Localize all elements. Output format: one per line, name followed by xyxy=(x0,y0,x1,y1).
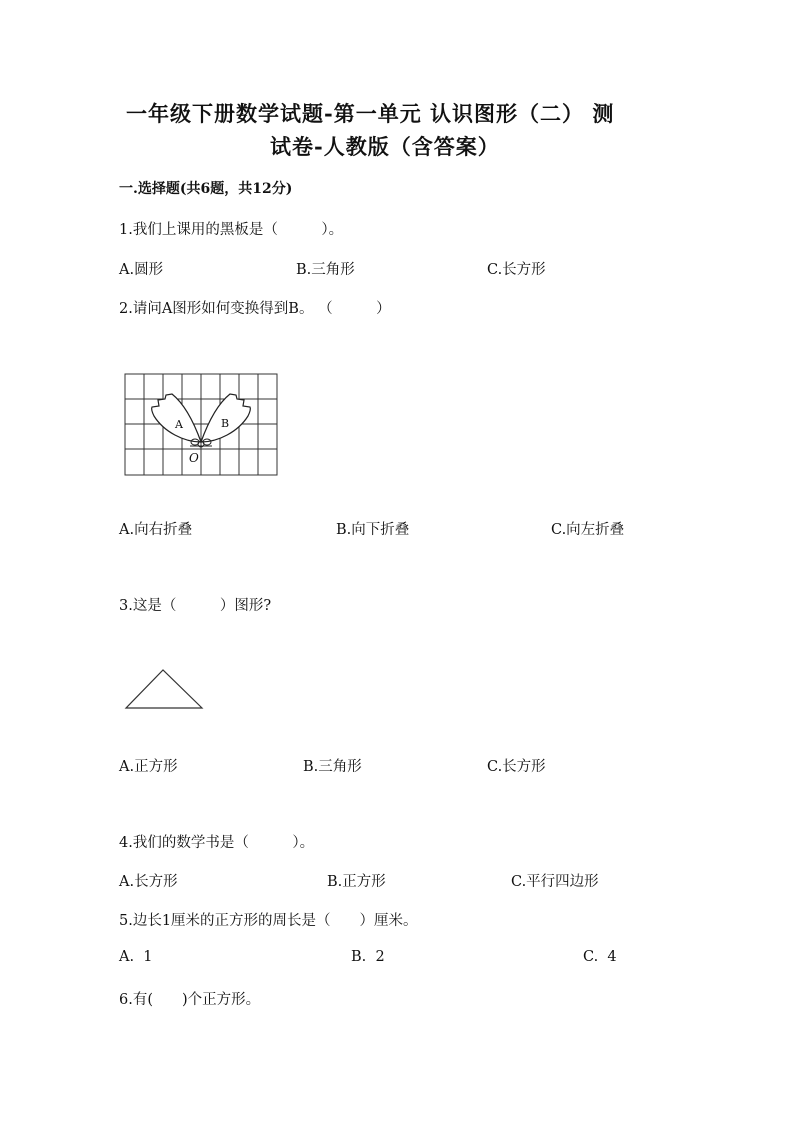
question-3-option-b[interactable]: B.三角形 xyxy=(303,759,362,775)
question-6-stem: 6.有( )个正方形。 xyxy=(119,992,261,1008)
page-title-line1: 一年级下册数学试题-第一单元 认识图形（二） 测 xyxy=(126,101,615,126)
question-3-option-c[interactable]: C.长方形 xyxy=(487,759,546,775)
question-2-option-c[interactable]: C.向左折叠 xyxy=(551,522,625,538)
question-5-stem: 5.边长1厘米的正方形的周长是（ ）厘米。 xyxy=(119,913,418,929)
question-2-grid-figure xyxy=(122,372,280,478)
figure-label-o: O xyxy=(189,451,199,465)
question-4-option-c[interactable]: C.平行四边形 xyxy=(511,874,599,890)
section-heading: 一.选择题(共6题，共12分) xyxy=(119,181,293,197)
question-5-option-c[interactable]: C. 4 xyxy=(583,949,617,965)
question-3-option-a[interactable]: A.正方形 xyxy=(119,759,178,775)
figure-label-a: A xyxy=(175,418,183,431)
question-4-option-b[interactable]: B.正方形 xyxy=(327,874,386,890)
page-title-line2: 试卷-人教版（含答案） xyxy=(270,134,500,159)
question-5-option-a[interactable]: A. 1 xyxy=(119,949,153,965)
question-3-triangle-figure xyxy=(122,665,208,713)
question-4-stem: 4.我们的数学书是（ ）。 xyxy=(119,835,315,851)
question-2-option-a[interactable]: A.向右折叠 xyxy=(119,522,193,538)
question-1-option-b[interactable]: B.三角形 xyxy=(296,262,355,278)
question-1-stem: 1.我们上课用的黑板是（ ）。 xyxy=(119,222,344,238)
question-5-option-b[interactable]: B. 2 xyxy=(351,949,385,965)
question-1-option-a[interactable]: A.圆形 xyxy=(119,262,164,278)
question-1-option-c[interactable]: C.长方形 xyxy=(487,262,546,278)
question-2-option-b[interactable]: B.向下折叠 xyxy=(336,522,410,538)
question-2-stem: 2.请问A图形如何变换得到B。 （ ） xyxy=(119,301,391,317)
question-4-option-a[interactable]: A.长方形 xyxy=(119,874,178,890)
question-3-stem: 3.这是（ ）图形? xyxy=(119,598,272,614)
figure-label-b: B xyxy=(221,417,230,430)
